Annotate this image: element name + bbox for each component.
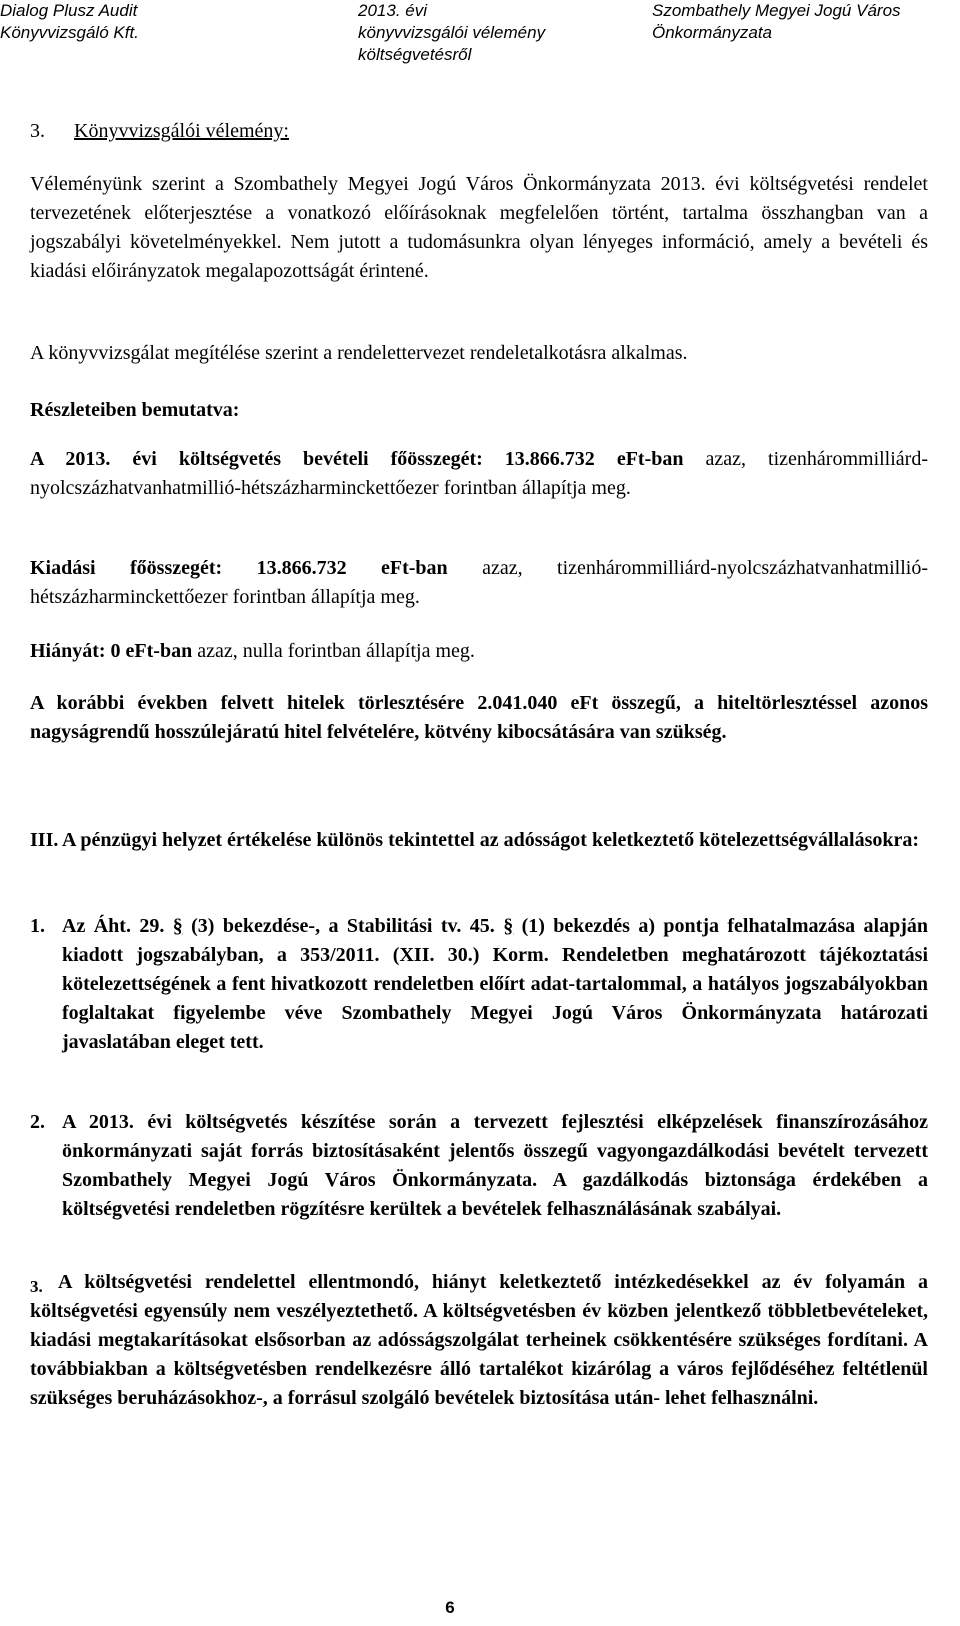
page-number: 6 xyxy=(445,1598,455,1617)
section-sign-1: § xyxy=(172,915,183,937)
item-1-part-b: (3) bekezdése-, a Stabilitási tv. 45. xyxy=(182,915,504,937)
header-doc-line2: könyvvizsgálói vélemény xyxy=(358,23,546,42)
item-1-text xyxy=(62,912,928,1057)
section-heading xyxy=(30,118,289,144)
suitability-statement: A könyvvizsgálat megítélése szerint a rendelettervezet rendeletalkotásra alkalmas. xyxy=(30,342,688,364)
header-left xyxy=(0,0,139,44)
header-company-line1: Dialog Plusz Audit xyxy=(0,1,138,20)
revenue-bold: A 2013. évi költségvetés bevételi főösszegét: 13.866.732 eFt-ban xyxy=(30,448,684,470)
header-right xyxy=(652,0,901,44)
section-sign-2: § xyxy=(503,915,514,937)
item-2-text: A 2013. évi költségvetés készítése során a tervezett fejlesztési elképzelések finanszírozásához önkormányzati saját forrás biztosításaként jelentős összegű vagyongazdálkodási bevételt tervezett Szombathely Megyei Jogú Város Önkormányzata. A gazdálkodás biztonsága érdekében a költségvetési rendeletben rögzítésre kerültek a bevételek felhasználásának szabályai. xyxy=(62,1111,928,1220)
item-3-text: A költségvetési rendelettel ellentmondó, hiányt keletkeztető intézkedésekkel az év folyamán a költségvetési egyensúly nem veszélyeztethető. A költségvetésben év közben jelentkező többletbevételeket, kiadási megtakarításokat elsősorban az adósságszolgálat terheinek csökkentésére szükséges fordítani. A továbbiakban a költségvetésben rendelkezésre álló tartalékot kizárólag a város fejlődéséhez feltétlenül szükséges beruházásokhoz-, a forrásul szolgáló bevételek biztosítása után- lehet felhasználni. xyxy=(30,1271,928,1409)
header-client-line1: Szombathely Megyei Jogú Város xyxy=(652,1,901,20)
deficit-paragraph xyxy=(30,637,928,666)
section-iii-number: III. xyxy=(30,829,59,851)
header-company-line2: Könyvvizsgáló Kft. xyxy=(0,23,139,42)
expense-text: azaz, tizenhárommilliárd-nyolcszázhatvanhatmillió-hétszázharminckettőezer forintban állapítja meg. xyxy=(30,557,928,608)
item-2-number: 2. xyxy=(30,1111,45,1133)
header-middle xyxy=(358,0,545,66)
detail-heading: Részleteiben bemutatva: xyxy=(30,399,240,421)
deficit-text: azaz, nulla forintban állapítja meg. xyxy=(192,640,475,662)
expense-paragraph xyxy=(30,554,928,612)
deficit-bold: Hiányát: 0 eFt-ban xyxy=(30,640,193,662)
section-iii-title: A pénzügyi helyzet értékelése különös tekintettel az adósságot keletkeztető kötelezettségvállalásokra: xyxy=(62,829,920,851)
section-title: Könyvvizsgálói vélemény: xyxy=(74,120,289,142)
revenue-paragraph xyxy=(30,445,928,503)
loans-paragraph: A korábbi években felvett hitelek törlesztésére 2.041.040 eFt összegű, a hiteltörlesztéssel azonos nagyságrendű hosszúlejáratú hitel felvételére, kötvény kibocsátására van szükség. xyxy=(30,692,928,743)
section-number: 3. xyxy=(30,120,45,142)
opinion-paragraph: Véleményünk szerint a Szombathely Megyei Jogú Város Önkormányzata 2013. évi költségvetési rendelet tervezetének előterjesztése a vonatkozó előírásoknak megfelelően történt, tartalma összhangban van a jogszabályi követelményekkel. Nem jutott a tudomásunkra olyan lényeges információ, amely a bevételi és kiadási előirányzatok megalapozottságát érintené. xyxy=(30,173,928,282)
item-3-number: 3. xyxy=(30,1277,43,1296)
expense-bold: Kiadási főösszegét: 13.866.732 eFt-ban xyxy=(30,557,448,579)
item-1-part-c: (1) bekezdés a) pontja felhatalmazása alapján kiadott jogszabályban, a 353/2011. (XII. 30.) Korm. Rendeletben meghatározott tájékoztatási kötelezettségének a fent hivatkozott rendeletben előírt adat-tartalommal, a hatályos jogszabályokban foglaltakat figyelembe véve Szombathely Megyei Jogú Város Önkormányzata határozati javaslatában eleget tett. xyxy=(62,915,928,1053)
item-1-part-a: Az Áht. 29. xyxy=(62,915,173,937)
item-1-number: 1. xyxy=(30,915,45,937)
header-client-line2: Önkormányzata xyxy=(652,23,772,42)
header-doc-line1: 2013. évi xyxy=(358,1,427,20)
page-header xyxy=(0,0,960,80)
header-doc-line3: költségvetésről xyxy=(358,45,472,64)
revenue-text: azaz, tizenhárommilliárd-nyolcszázhatvanhatmillió-hétszázharminckettőezer forintban állapítja meg. xyxy=(30,448,928,499)
